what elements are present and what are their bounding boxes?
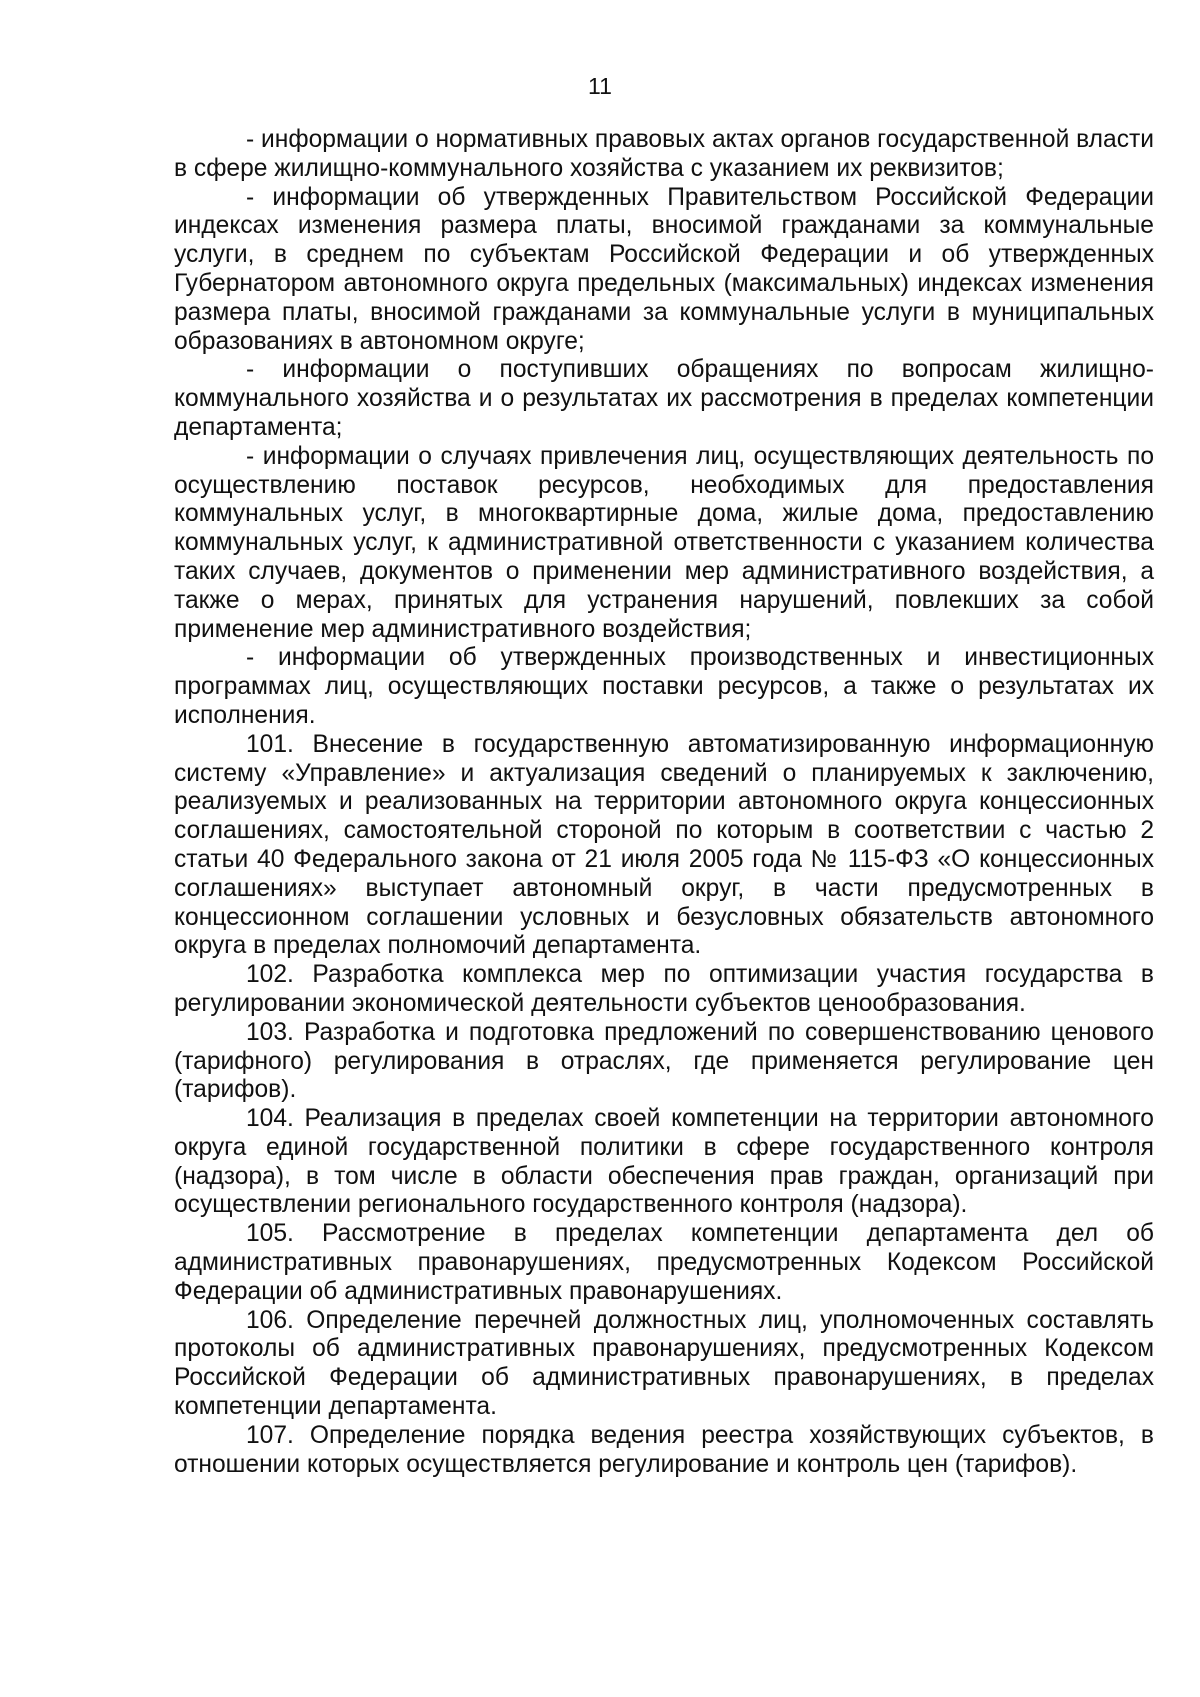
paragraph-item-107: 107. Определение порядка ведения реестра хозяйствующих субъектов, в отношении которых осуществляется регулирование и контроль цен (тарифов). [174, 1421, 1154, 1478]
paragraph-investment-programs-info: - информации об утвержденных производственных и инвестиционных программах лиц, осуществляющих поставки ресурсов, а также о результатах их исполнения. [174, 644, 1154, 729]
paragraph-item-101: 101. Внесение в государственную автоматизированную информационную систему «Управление» и актуализация сведений о планируемых к заключению, реализуемых и реализованных на территории автономного округа концессионных соглашениях, самостоятельной стороной по которым в соответствии с частью 2 статьи 40 Федерального закона от 21 июля 2005 года № 115-ФЗ «О концессионных соглашениях» выступает автономный округ, в части предусмотренных в концессионном соглашении условных и безусловных обязательств автономного округа в пределах полномочий департамента. [174, 730, 1154, 960]
paragraph-normative-acts-info: - информации о нормативных правовых актах органов государственной власти в сфере жилищно-коммунального хозяйства с указанием их реквизитов; [174, 126, 1154, 182]
paragraph-liability-cases-info: - информации о случаях привлечения лиц, осуществляющих деятельность по осуществлению поставок ресурсов, необходимых для предоставления коммунальных услуг, в многоквартирные дома, жилые дома, предоставлению коммунальных услуг, к административной ответственности с указанием количества таких случаев, документов о применении мер административного воздействия, а также о мерах, принятых для устранения нарушений, повлекших за собой применение мер административного воздействия; [174, 442, 1154, 643]
document-body [174, 126, 1154, 1479]
page-number: 11 [588, 73, 612, 99]
paragraph-item-105: 105. Рассмотрение в пределах компетенции департамента дел об административных правонарушениях, предусмотренных Кодексом Российской Федерации об административных правонарушениях. [174, 1220, 1154, 1305]
paragraph-payment-indices-info: - информации об утвержденных Правительством Российской Федерации индексах изменения размера платы, вносимой гражданами за коммунальные услуги, в среднем по субъектам Российской Федерации и об утвержденных Губернатором автономного округа предельных (максимальных) индексах изменения размера платы, вносимой гражданами за коммунальные услуги в муниципальных образованиях в автономном округе; [174, 183, 1154, 355]
paragraph-item-106: 106. Определение перечней должностных лиц, уполномоченных составлять протоколы об административных правонарушениях, предусмотренных Кодексом Российской Федерации об административных правонарушениях, в пределах компетенции департамента. [174, 1306, 1154, 1421]
paragraph-item-102: 102. Разработка комплекса мер по оптимизации участия государства в регулировании экономической деятельности субъектов ценообразования. [174, 961, 1154, 1017]
paragraph-item-104: 104. Реализация в пределах своей компетенции на территории автономного округа единой государственной политики в сфере государственного контроля (надзора), в том числе в области обеспечения прав граждан, организаций при осуществлении регионального государственного контроля (надзора). [174, 1105, 1154, 1219]
paragraph-appeals-info: - информации о поступивших обращениях по вопросам жилищно-коммунального хозяйства и о результатах их рассмотрения в пределах компетенции департамента; [174, 356, 1154, 441]
paragraph-item-103: 103. Разработка и подготовка предложений по совершенствованию ценового (тарифного) регулирования в отраслях, где применяется регулирование цен (тарифов). [174, 1018, 1154, 1104]
